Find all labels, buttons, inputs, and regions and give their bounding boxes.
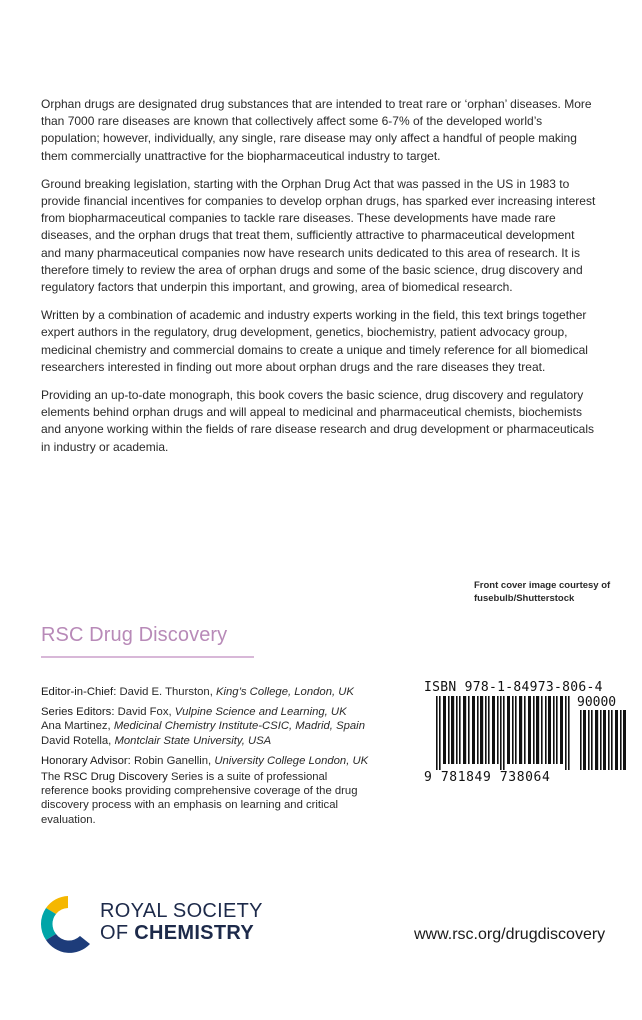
series-divider <box>41 656 254 658</box>
cover-image-credit <box>474 580 634 605</box>
addon-barcode-bars <box>580 710 626 770</box>
isbn-label: ISBN 978-1-84973-806-4 <box>424 680 603 695</box>
series-editor-3-affiliation: Montclair State University, USA <box>114 734 272 747</box>
series-description-text: Series is a suite of professional reference books providing comprehensive coverage of the drug discovery process with an emphasis on learning and critical evaluation. <box>41 771 358 826</box>
barcode-digits: 9 781849 738064 <box>424 770 551 785</box>
barcode-addon-digits: 90000 <box>577 695 617 710</box>
credit-line-1: Front cover image courtesy of <box>474 580 611 591</box>
series-editor-3-name: David Rotella, <box>41 734 112 747</box>
credit-line-2: fusebulb/Shutterstock <box>474 592 575 604</box>
honorary-advisor-label: Honorary Advisor: <box>41 754 131 767</box>
series-editor-1-affiliation: Vulpine Science and Learning, UK <box>174 706 347 719</box>
editor-in-chief-label: Editor-in-Chief: <box>41 686 117 698</box>
series-description-prefix: The <box>41 771 61 783</box>
rsc-logo <box>40 892 280 956</box>
main-barcode-bars <box>436 696 570 770</box>
editors-block <box>41 685 401 774</box>
honorary-advisor-affiliation: University College London, UK <box>214 754 369 767</box>
rsc-c-logo-icon <box>40 892 96 956</box>
series-editors-row <box>41 705 401 748</box>
honorary-advisor-name: Robin Ganellin, <box>133 754 212 767</box>
blurb-paragraph-1: Orphan drugs are designated drug substances that are intended to treat rare or ‘orphan’ diseases. More than 7000 rare diseases are known that collectively affect some 6-7% of the developed world’s population; however, individually, any single, rare disease may only affect a handful of people making them commercially unattractive for the biopharmaceutical industry to target. <box>41 97 592 163</box>
publisher-url[interactable]: www.rsc.org/drugdiscovery <box>414 926 606 943</box>
series-editors-label: Series Editors: <box>41 706 115 719</box>
editor-in-chief-affiliation: King’s College, London, UK <box>215 686 354 698</box>
series-description-name: RSC Drug Discovery <box>63 771 168 783</box>
editor-in-chief-row <box>41 685 401 699</box>
blurb-paragraph-2: Ground breaking legislation, starting with the Orphan Drug Act that was passed in the US in 1983 to provide financial incentives for companies to develop orphan drugs, has sparked ever increasing interest from biopharmaceutical companies to tackle rare diseases. These developments have made rare diseases, and the orphan drugs that treat them, sufficiently attractive to pharmaceutical development and many pharmaceutical companies now have research units dedicated to this area of research. It is therefore timely to review the area of orphan drugs and some of the basic science, drug discovery and regulatory factors that underpin this important, and growing, area of biomedical research. <box>41 176 596 295</box>
honorary-advisor-row <box>41 754 401 768</box>
series-title: RSC Drug Discovery <box>41 624 228 646</box>
series-editor-1-name: David Fox, <box>117 706 172 719</box>
logo-text-strong: CHEMISTRY <box>134 922 254 944</box>
logo-text-line-2 <box>100 922 254 945</box>
series-editor-2-name: Ana Martinez, <box>41 720 111 733</box>
blurb-paragraph-3: Written by a combination of academic and industry experts working in the field, this text brings together expert authors in the regulatory, drug development, genetics, biochemistry, patient advocacy group, medicinal chemistry and commercial domains to create a unique and timely reference for all biomedical researchers interested in finding out more about orphan drugs and the rare diseases they treat. <box>41 308 588 374</box>
editor-in-chief-name: David E. Thurston, <box>119 686 213 698</box>
series-description <box>41 770 371 827</box>
isbn-barcode <box>422 696 628 770</box>
logo-text-line-1: ROYAL SOCIETY <box>100 900 263 922</box>
logo-text-prefix: OF <box>100 922 129 944</box>
back-cover-blurb <box>41 96 597 467</box>
series-editor-2-affiliation: Medicinal Chemistry Institute-CSIC, Madrid, Spain <box>113 720 365 733</box>
blurb-paragraph-4: Providing an up-to-date monograph, this book covers the basic science, drug discovery and regulatory elements behind orphan drugs and will appeal to medicinal and pharmaceutical chemists, biochemists and anyone working within the fields of rare disease research and drug development or pharmaceuticals in industry or academia. <box>41 388 594 454</box>
